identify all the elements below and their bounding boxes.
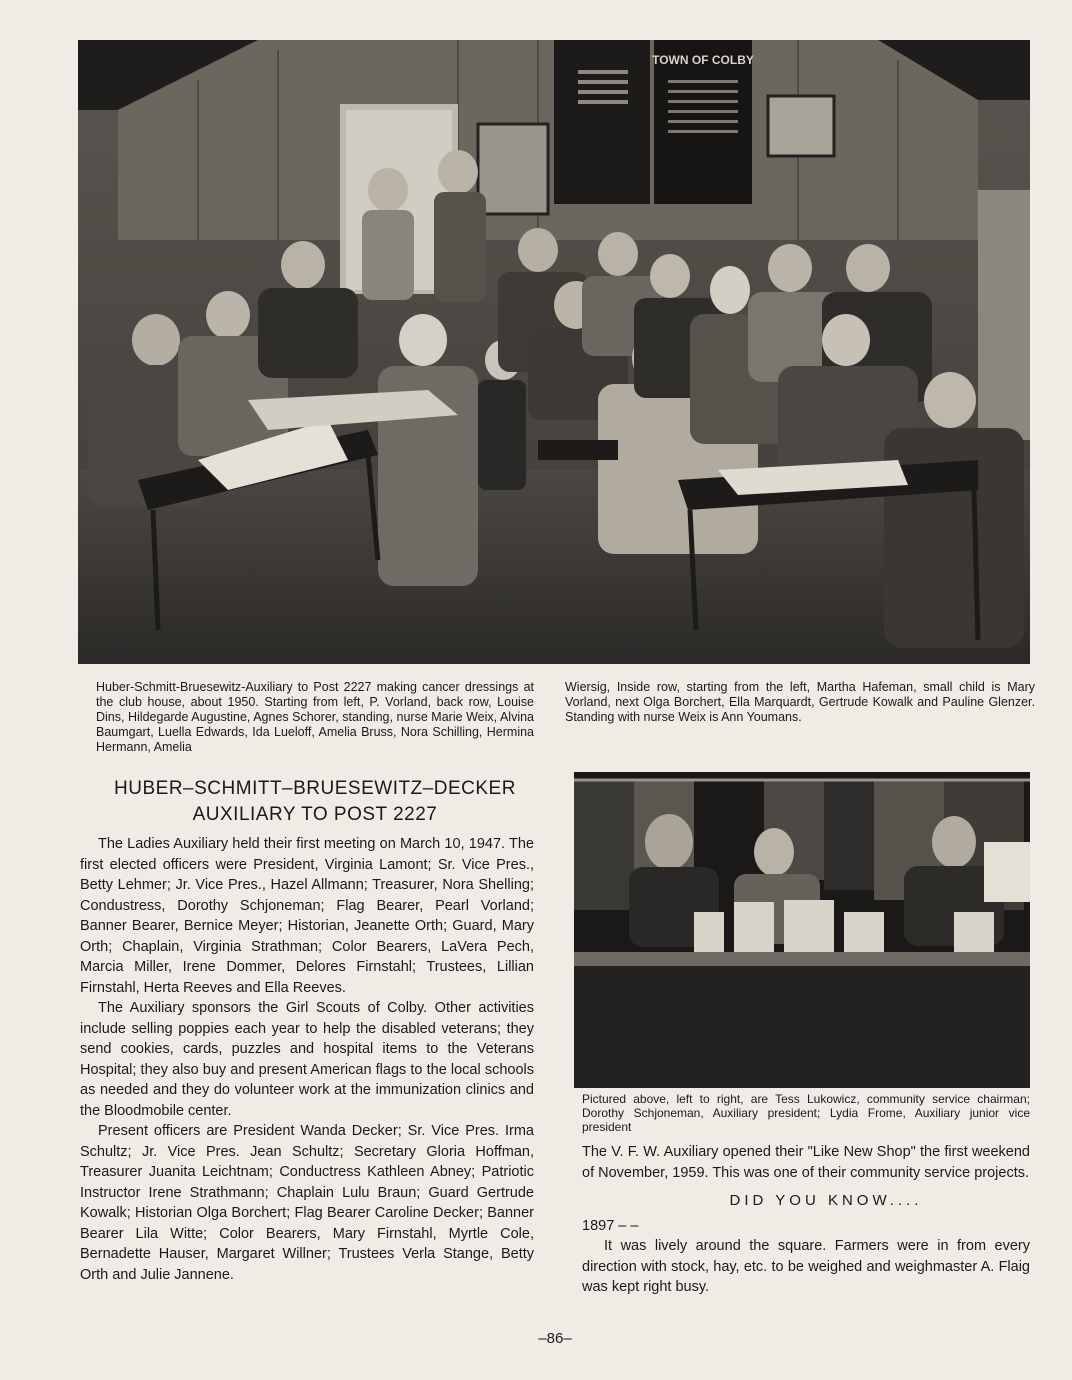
page-number: –86– xyxy=(538,1330,572,1347)
article-body xyxy=(80,834,534,1285)
article-paragraph: The Auxiliary sponsors the Girl Scouts of Colby. Other activities include selling poppies each year to help the disabled veterans; they send cookies, cards, puzzles and hospital items to the Veterans Hospital; they also buy and present American flags to the local schools as needed and they do volunteer work at the immunization clinics and the Bloodmobile center. xyxy=(80,1000,534,1119)
auxiliary-group-photo xyxy=(78,40,1030,664)
group-photo-illustration xyxy=(78,40,1030,664)
shop-paragraph: The V. F. W. Auxiliary opened their "Like New Shop" the first weekend of November, 1959. This was one of their community service projects. xyxy=(582,1144,1030,1181)
did-you-know-paragraph: It was lively around the square. Farmers were in from every direction with stock, hay, etc. to be weighed and weighmaster A. Flaig was kept right busy. xyxy=(582,1238,1030,1295)
shop-photo-illustration xyxy=(574,772,1030,1088)
article-title-line-1: HUBER–SCHMITT–BRUESEWITZ–DECKER xyxy=(114,778,516,799)
article-paragraph: Present officers are President Wanda Decker; Sr. Vice Pres. Irma Schultz; Jr. Vice Pres. Jean Schultz; Secretary Gloria Hoffman, Treasurer Juanita Leichtnam; Conductress Kathleen Abney; Patriotic Instructor Irene Strathmann; Chaplain Lulu Braun; Guard Gertrude Kowalk; Historian Olga Borchert; Flag Bearer Caroline Decker; Banner Bearer Lila Witte; Color Bearers, Mary Firnstahl, Myrtle Cole, Bernadette Hauser, Margaret Willner; Trustees Verla Stange, Betty Orth and Julie Jannene. xyxy=(80,1123,534,1283)
shop-photo-caption: Pictured above, left to right, are Tess Lukowicz, community service chairman; Dorothy Schjoneman, Auxiliary president; Lydia Frome, Auxiliary junior vice president xyxy=(582,1092,1030,1134)
article-title xyxy=(96,776,534,828)
did-you-know-heading: DID YOU KNOW.... xyxy=(729,1192,923,1209)
plaque-heading: TOWN OF COLBY xyxy=(652,53,754,67)
article-title-line-2: AUXILIARY TO POST 2227 xyxy=(192,804,438,825)
group-photo-caption-right: Wiersig, Inside row, starting from the left, Martha Hafeman, small child is Mary Vorland, next Olga Borchert, Ella Marquardt, Gertrude Kowalk and Pauline Glenzer. Standing with nurse Weix is Ann Youmans. xyxy=(565,680,1035,724)
group-photo-caption-left: Huber-Schmitt-Bruesewitz-Auxiliary to Post 2227 making cancer dressings at the club house, about 1950. Starting from left, P. Vorland, back row, Louise Dins, Hildegarde Augustine, Agnes Schorer, standing, nurse Marie Weix, Alvina Baumgart, Luella Edwards, Ida Lueloff, Amelia Bruss, Nora Schilling, Hermina Hermann, Amelia xyxy=(96,680,534,754)
right-column-text xyxy=(582,1142,1030,1298)
did-you-know-year: 1897 – – xyxy=(582,1217,639,1234)
like-new-shop-photo xyxy=(574,772,1030,1088)
article-paragraph: The Ladies Auxiliary held their first meeting on March 10, 1947. The first elected officers were President, Virginia Lamont; Sr. Vice Pres., Betty Lehmer; Jr. Vice Pres., Hazel Allmann; Treasurer, Nora Shelling; Condustress, Dorothy Schjoneman; Flag Bearer, Pearl Vorland; Banner Bearer, Bernice Meyer; Historian, Jeanette Orth; Guard, Mary Orth; Chaplain, Virginia Strathman; Color Bearers, LaVera Pech, Marcia Miller, Irene Dommer, Delores Firnstahl; Trustees, Lillian Firnstahl, Herta Reeves and Ella Reeves. xyxy=(80,836,534,996)
